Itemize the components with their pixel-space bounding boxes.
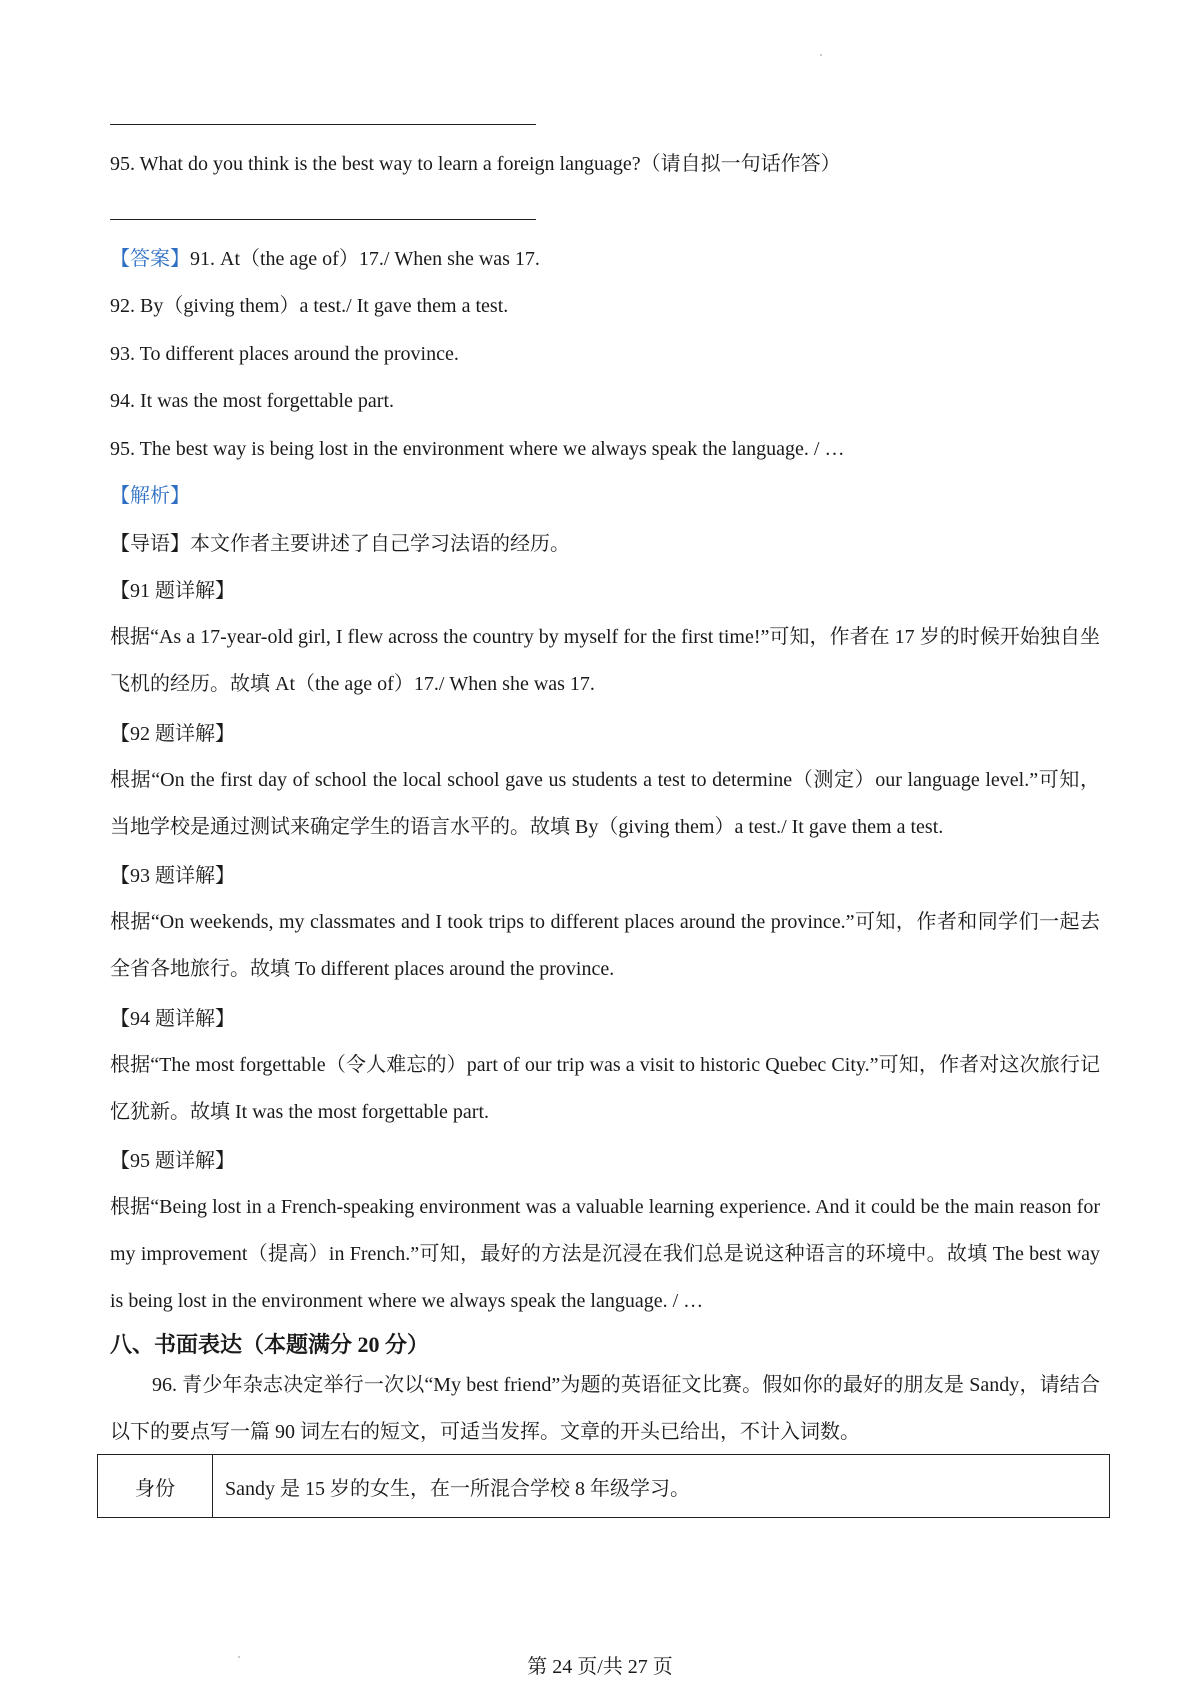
analysis-tag: 【解析】 — [110, 485, 190, 507]
analysis-91-heading: 【91 题详解】 — [110, 580, 235, 602]
scan-speck — [238, 1656, 240, 1658]
answer-91-text: 91. At（the age of）17./ When she was 17. — [190, 248, 540, 270]
key-points-table — [97, 1454, 1110, 1518]
answer-tag: 【答案】 — [110, 248, 190, 270]
section-8-heading: 八、书面表达（本题满分 20 分） — [110, 1332, 430, 1357]
analysis-95-text: 根据“Being lost in a French-speaking environment was a valuable learning experience. And it could be the main reason for my improvement（提高）in French.”可知，最好的方法是沉浸在我们总是说这种语言的环境中。故填 The best way is being lost in the environment where we always speak the language. / … — [110, 1196, 1100, 1312]
analysis-94-text: 根据“The most forgettable（令人难忘的）part of our trip was a visit to historic Quebec City.”可知，作者对这次旅行记忆犹新。故填 It was the most forgettable part. — [110, 1054, 1100, 1123]
answer-blank-line[interactable] — [110, 219, 536, 220]
analysis-intro: 【导语】本文作者主要讲述了自己学习法语的经历。 — [110, 533, 570, 555]
answer-91 — [110, 245, 540, 273]
analysis-95-heading: 【95 题详解】 — [110, 1150, 235, 1172]
answer-92: 92. By（giving them）a test./ It gave them a test. — [110, 295, 509, 317]
table-row — [98, 1455, 1110, 1518]
analysis-93-heading: 【93 题详解】 — [110, 865, 235, 887]
question-95-prompt: 95. What do you think is the best way to learn a foreign language?（请自拟一句话作答） — [110, 153, 841, 175]
analysis-91-text: 根据“As a 17-year-old girl, I flew across the country by myself for the first time!”可知，作者在 17 岁的时候开始独自坐飞机的经历。故填 At（the age of）17./ When she was 17. — [110, 626, 1100, 695]
task-96-prompt: 96. 青少年杂志决定举行一次以“My best friend”为题的英语征文比赛。假如你的最好的朋友是 Sandy，请结合以下的要点写一篇 90 词左右的短文，可适当发挥。文章的开头已给出，不计入词数。 — [110, 1374, 1100, 1443]
table-cell-label: 身份 — [98, 1455, 213, 1518]
analysis-93-text: 根据“On weekends, my classmates and I took trips to different places around the province.”可知，作者和同学们一起去全省各地旅行。故填 To different places around the province. — [110, 911, 1100, 980]
table-cell-content: Sandy 是 15 岁的女生，在一所混合学校 8 年级学习。 — [213, 1455, 1110, 1518]
page-number: 第 24 页/共 27 页 — [527, 1656, 673, 1678]
answer-94: 94. It was the most forgettable part. — [110, 390, 395, 412]
answer-blank-line[interactable] — [110, 124, 536, 125]
analysis-92-text: 根据“On the first day of school the local school gave us students a test to determine（测定）our language level.”可知，当地学校是通过测试来确定学生的语言水平的。故填 By（giving them）a test./ It gave them a test. — [110, 769, 1100, 838]
analysis-92-heading: 【92 题详解】 — [110, 723, 235, 745]
answer-93: 93. To different places around the province. — [110, 343, 459, 365]
analysis-94-heading: 【94 题详解】 — [110, 1008, 235, 1030]
answer-95: 95. The best way is being lost in the environment where we always speak the language. / … — [110, 438, 845, 460]
scan-speck — [820, 54, 822, 56]
